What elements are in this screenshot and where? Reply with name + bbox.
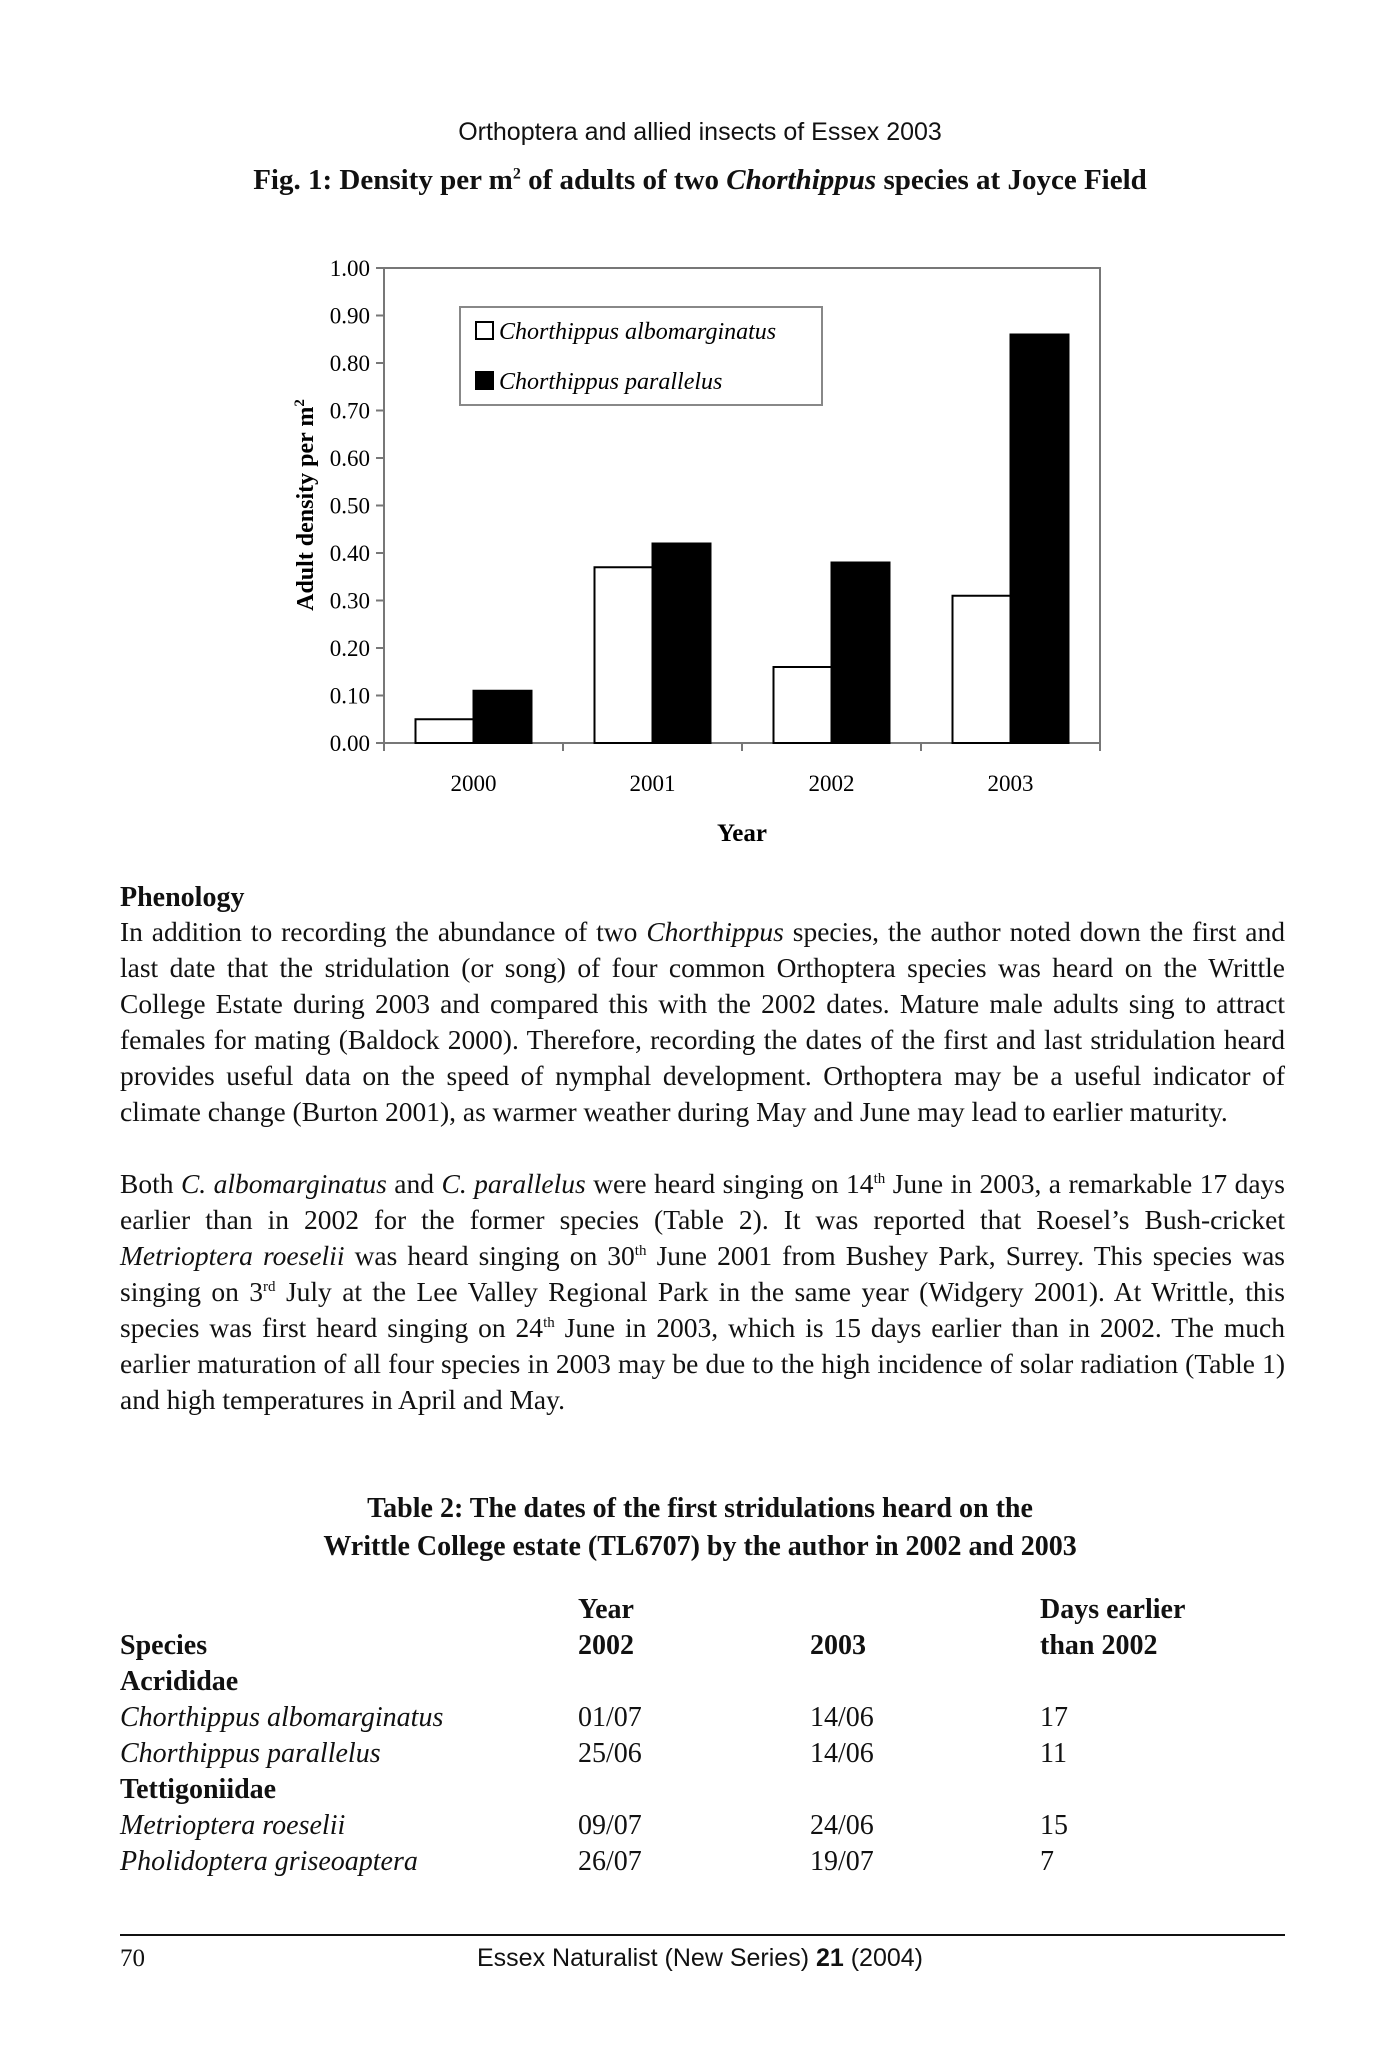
figure-title-genus: Chorthippus	[726, 164, 877, 196]
p2-text-c: were heard singing on 14	[585, 1168, 874, 1199]
y-tick-label: 0.80	[329, 351, 370, 376]
phenology-text	[120, 914, 1285, 1418]
header-species: Species	[120, 1630, 208, 1661]
days-earlier: 17	[1040, 1702, 1068, 1733]
date-2003: 14/06	[810, 1738, 874, 1769]
journal-name: Essex Naturalist (New Series)	[476, 1944, 816, 1972]
y-tick-label: 0.70	[329, 398, 370, 424]
paragraph-1	[120, 914, 1285, 1130]
group-name: Acrididae	[120, 1666, 239, 1697]
bar-albomarginatus	[416, 719, 474, 743]
paragraph-2	[120, 1166, 1285, 1418]
p2-sup-3: rd	[263, 1278, 276, 1295]
p2-text-a: Both	[120, 1168, 181, 1199]
y-axis-ticks	[330, 256, 384, 756]
date-2003: 24/06	[810, 1810, 874, 1841]
date-2003: 19/07	[810, 1846, 874, 1877]
journal-year: (2004)	[843, 1944, 923, 1972]
legend-swatch	[476, 372, 493, 389]
p2-species-3: Metrioptera roeselii	[120, 1240, 345, 1271]
p2-species-1: C. albomarginatus	[180, 1168, 387, 1199]
date-2002: 01/07	[578, 1702, 642, 1733]
days-earlier: 11	[1040, 1738, 1067, 1769]
table-title-line-1: Table 2: The dates of the first stridulations heard on the	[367, 1493, 1033, 1524]
x-axis-label: Year	[717, 820, 767, 847]
journal-volume: 21	[815, 1944, 844, 1972]
y-tick-label: 0.60	[329, 446, 370, 471]
date-2002: 25/06	[578, 1738, 642, 1769]
y-tick-label: 0.30	[329, 588, 370, 614]
date-2002: 09/07	[578, 1810, 642, 1841]
x-tick-label: 2002	[808, 771, 855, 796]
y-tick-label: 1.00	[329, 256, 370, 281]
x-tick-label: 2000	[450, 771, 497, 796]
bar-parallelus	[653, 544, 711, 744]
y-tick-label: 0.50	[329, 493, 370, 519]
p2-text-b: and	[386, 1168, 442, 1199]
header-days-earlier: Days earlier	[1040, 1594, 1186, 1625]
bar-albomarginatus	[774, 667, 832, 743]
legend-label: Chorthippus albomarginatus	[499, 319, 777, 345]
legend-swatch	[476, 322, 493, 339]
date-2003: 14/06	[810, 1702, 874, 1733]
y-axis-label	[292, 399, 319, 611]
y-tick-label: 0.40	[329, 541, 370, 566]
header-2002: 2002	[578, 1630, 634, 1661]
days-earlier: 7	[1040, 1846, 1054, 1877]
footer-rule	[120, 1934, 1285, 1936]
p2-text-f: June 2001 from Bushey Park, Surrey. This species was singing on 3	[120, 1240, 1285, 1307]
bar-chart	[0, 0, 1400, 860]
p2-text-d: June in 2003, a remarkable 17 days earlier than in 2002 for the former species (Table 2). It was reported that Roesel’s Bush-cricket	[120, 1168, 1285, 1235]
x-axis-ticks	[384, 743, 1100, 796]
y-tick-label: 0.10	[329, 683, 370, 709]
bar-albomarginatus	[595, 567, 653, 743]
y-axis-label-text: Adult density per m	[293, 406, 319, 611]
section-heading-phenology: Phenology	[120, 882, 245, 913]
table-title	[0, 1490, 1400, 1566]
header-than-2002: than 2002	[1040, 1630, 1158, 1661]
group-name: Tettigoniidae	[120, 1774, 277, 1805]
p2-text-g: July at the Lee Valley Regional Park in the same year (Widgery 2001). At Writtle, this species was first heard singing on 24	[120, 1276, 1285, 1343]
legend	[460, 307, 822, 405]
days-earlier: 15	[1040, 1810, 1068, 1841]
page-number: 70	[120, 1945, 145, 1972]
x-tick-label: 2003	[987, 771, 1034, 796]
p2-sup-4: th	[543, 1314, 555, 1331]
table-title-line-2: Writtle College estate (TL6707) by the author in 2002 and 2003	[323, 1531, 1077, 1562]
header-year: Year	[578, 1594, 634, 1625]
legend-label: Chorthippus parallelus	[499, 369, 723, 395]
journal-citation	[0, 1944, 1400, 1973]
bar-parallelus	[832, 563, 890, 744]
p2-text-e: was heard singing on 30	[344, 1240, 635, 1271]
figure-title-mid: of adults of two	[520, 164, 727, 196]
species-name: Chorthippus albomarginatus	[120, 1702, 444, 1733]
running-head: Orthoptera and allied insects of Essex 2003	[458, 118, 942, 146]
p1-genus: Chorthippus	[646, 916, 784, 947]
p2-sup-1: th	[873, 1170, 886, 1187]
y-tick-label: 0.20	[329, 636, 370, 661]
figure-title-superscript: 2	[512, 165, 521, 183]
bar-parallelus	[474, 691, 532, 743]
p2-species-2: C. parallelus	[441, 1168, 586, 1199]
bar-parallelus	[1011, 335, 1069, 744]
y-axis-label-superscript: 2	[292, 399, 308, 407]
species-name: Pholidoptera griseoaptera	[120, 1846, 418, 1877]
p1-text-a: In addition to recording the abundance of two	[120, 916, 647, 947]
p2-text-h: June in 2003, which is 15 days earlier than in 2002. The much earlier maturation of all four species in 2003 may be due to the high incidence of solar radiation (Table 1) and high temperatures in April and May.	[120, 1312, 1286, 1415]
x-tick-label: 2001	[629, 771, 676, 796]
figure-title-prefix: Fig. 1: Density per m	[253, 164, 513, 196]
p1-text-b: species, the author noted down the first and last date that the stridulation (or song) of four common Orthoptera species was heard on the Writtle College Estate during 2003 and compared this with the 2002 dates. Mature male adults sing to attract females for mating (Baldock 2000). Therefore, recording the dates of the first and last stridulation heard provides useful data on the speed of nymphal development. Orthoptera may be a useful indicator of climate change (Burton 2001), as warmer weather during May and June may lead to earlier maturity.	[120, 916, 1285, 1127]
species-name: Metrioptera roeselii	[120, 1810, 346, 1841]
figure-title-suffix: species at Joyce Field	[876, 164, 1147, 196]
p2-sup-2: th	[634, 1242, 647, 1259]
y-tick-label: 0.00	[329, 731, 370, 756]
header-2003: 2003	[810, 1630, 866, 1661]
species-name: Chorthippus parallelus	[120, 1738, 381, 1769]
bar-albomarginatus	[953, 596, 1011, 743]
y-tick-label: 0.90	[329, 303, 370, 329]
date-2002: 26/07	[578, 1846, 642, 1877]
